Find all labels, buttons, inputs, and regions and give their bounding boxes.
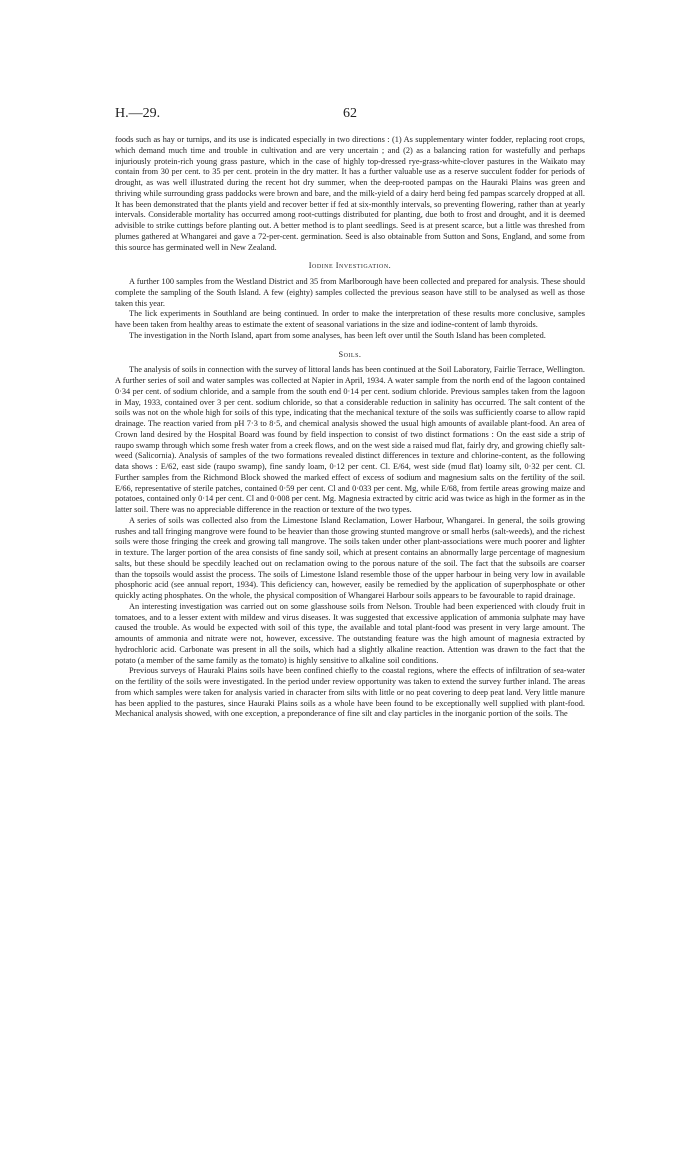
iodine-paragraph: A further 100 samples from the Westland District and 35 from Marlborough have been collected and prepared for analysis. These should complete the sampling of the South Island. A few (eighty) samples collected the previous season have still to be analysed as well as those taken this year. bbox=[115, 277, 585, 308]
page-header bbox=[115, 106, 585, 126]
document-reference: H.—29. bbox=[115, 106, 161, 121]
soils-paragraph: An interesting investigation was carried out on some glasshouse soils from Nelson. Trouble had been experienced with cloudy fruit in tomatoes, and to a lesser extent with mildew and virus diseases. It was suggested that excessive application of ammonia sulphate may have caused the trouble. As would be expected with soil of this type, the available and total plant-food was present in very large amount. The amounts of ammonia and nitrate were not, however, excessive. The outstanding feature was the high amount of magnesia extracted by hydrochloric acid. Carbonate was present in all the soils, which had a slightly alkaline reaction. Attention was drawn to the fact that the potato (a member of the same family as the tomato) is highly sensitive to alkaline soil conditions. bbox=[115, 601, 585, 665]
section-heading-soils: Soils. bbox=[338, 349, 362, 359]
page-body bbox=[115, 135, 585, 720]
page-number: 62 bbox=[343, 106, 357, 121]
iodine-paragraph: The lick experiments in Southland are being continued. In order to make the interpretation of these results more conclusive, samples have been taken from healthy areas to estimate the extent of seasonal variations in the size and iodine-content of lamb thyroids. bbox=[115, 309, 585, 329]
soils-paragraph: A series of soils was collected also from the Limestone Island Reclamation, Lower Harbour, Whangarei. In general, the soils growing rushes and tall fringing mangrove were found to be heavier than those growing stunted mangrove or small herbs (salt-weeds), and the richest soils were those fringing the creek and growing tall mangrove. The soils taken under other plant-associations were much poorer and lighter in texture. The larger portion of the area consists of fine sandy soil, which at present contains an abnormally large percentage of magnesium salts, but these should be specdily leached out on reclamation owing to the porous nature of the soil. The fact that the subsoils are coarser than the topsoils would assist the process. The soils of Limestone Island resemble those of the upper harbour in being very low in available phosphoric acid (see annual report, 1934). This deficiency can, however, easily be remedied by the application of superphosphate or other quickly acting phosphates. On the whole, the physical composition of Whangarei Harbour soils appears to be favourable to rapid drainage. bbox=[115, 515, 585, 600]
soils-paragraph: The analysis of soils in connection with the survey of littoral lands has been continued at the Soil Laboratory, Fairlie Terrace, Wellington. A further series of soil and water samples was collected at Napier in April, 1934. A water sample from the north end of the lagoon contained 0·34 per cent. of sodium chloride, and a sample from the south end 0·14 per cent. sodium chloride. Previous samples taken from the lagoon in May, 1933, contained over 3 per cent. sodium chloride, so that a considerable reduction in salinity has occurred. The salt content of the soils was not on the whole high for soils of this type, indicating that the mechanical texture of the soils was sufficiently coarse to allow rapid drainage. The reaction varied from pH 7·3 to 8·5, and chemical analysis showed the usual high amounts of available plant-food. An area of Crown land desired by the Hospital Board was found by field inspection to consist of two distinct formations : On the east side a strip of raupo swamp through which some fresh water from a creek flows, and on the west side a raised mud flat, fairly dry, and growing chiefly salt-weed (Salicornia). Analysis of samples of the two formations revealed distinct differences in texture and chlorine-content, as the following data shows : E/62, east side (raupo swamp), fine sandy loam, 0·12 per cent. Cl. E/64, west side (mud flat) loamy silt, 0·32 per cent. Cl. Further samples from the Richmond Block showed the marked effect of excess of sodium and magnesium salts on the fertility of the soil. E/66, representative of sterile patches, contained 0·59 per cent. Cl and 0·033 per cent. Mg, while E/68, from fertile areas growing maize and potatoes, contained only 0·14 per cent. Cl and 0·008 per cent. Mg. Magnesia extracted by citric acid was twice as high in the former as in the latter soil. There was no appreciable difference in the reaction or texture of the two types. bbox=[115, 365, 585, 514]
section-heading-iodine: Iodine Investigation. bbox=[308, 261, 392, 271]
iodine-paragraph: The investigation in the North Island, apart from some analyses, has been left over until the South Island has been completed. bbox=[129, 330, 546, 340]
soils-paragraph: Previous surveys of Hauraki Plains soils have been confined chiefly to the coastal regions, where the effects of infiltration of sea-water on the fertility of the soils were investigated. In the period under review opportunity was taken to extend the survey further inland. The areas from which samples were taken for analysis varied in character from silts with little or no peat covering to deep peat land. Very little manure has been applied to the pastures, since Hauraki Plains soils as a whole have been found to be exceptionally well supplied with plant-food. Mechanical analysis showed, with one exception, a preponderance of fine silt and clay particles in the inorganic portion of the soils. The bbox=[115, 666, 585, 719]
intro-paragraph: foods such as hay or turnips, and its use is indicated especially in two directions : (1) As supplementary winter fodder, replacing root crops, which demand much time and trouble in cultivation and are very uncertain ; and (2) as a balancing ration for wastefully and perhaps injuriously protein-rich young grass pasture, which in the case of highly top-dressed rye-grass-white-clover pastures in the Waikato may contain from 30 per cent. to 35 per cent. protein in the dry matter. It has a further valuable use as a reserve succulent fodder for periods of drought, as was well illustrated during the recent hot dry summer, when the deep-rooted pampas on the Hauraki Plains was green and thriving while surrounding grass paddocks were brown and bare, and the milk-yield of a dairy herd being fed pampas scarcely dropped at all. It has been demonstrated that the plants yield and recover better if fed at six-monthly intervals, so preventing flowering, rather than at yearly intervals. Considerable mortality has occurred among root-cuttings distributed for planting, due both to frost and drought, and it is deemed advisible to strike cuttings before planting out. A better method is to plant seedlings. Seed is at present scarce, but a little was threshed from plumes gathered at Whangarei and gave a 72-per-cent. germination. Seed is also obtainable from Sutton and Sons, England, and some from this source has germinated well in New Zealand. bbox=[115, 135, 585, 252]
